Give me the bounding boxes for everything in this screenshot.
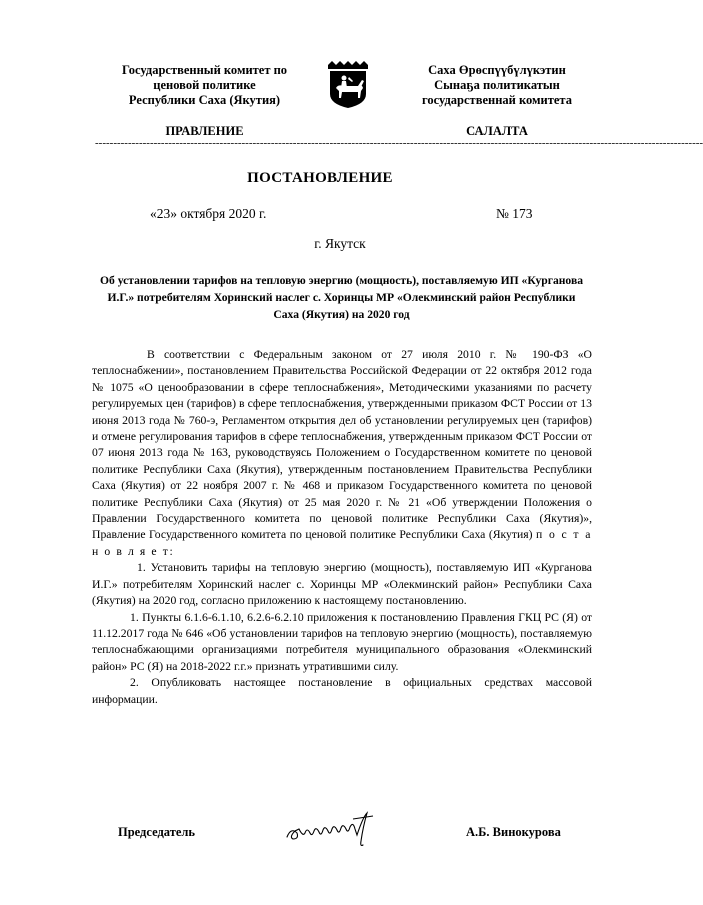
board-label-yakut: САЛАЛТА <box>466 124 528 138</box>
board-label-russian: ПРАВЛЕНИЕ <box>165 124 244 138</box>
preamble-paragraph <box>92 347 592 560</box>
committee-line: Республики Саха (Якутия) <box>128 93 281 107</box>
item-paragraph: 2. Опубликовать настоящее постановление в официальных средствах массовой информации. <box>92 676 592 706</box>
committee-line: Сынаҕа политикатын <box>434 78 560 92</box>
document-date: «23» октября 2020 г. <box>150 206 267 221</box>
preamble-text: В соответствии с Федеральным законом от 27 июля 2010 г. № 190-ФЗ «О теплоснабжении», постановлением Правительства Российской Федерации от 22 октября 2012 года № 1075 «О ценообразовании в сфере теплоснабжения», Методическими указаниями по расчету регулируемых цен (тарифов) в сфере теплоснабжения, утвержденными приказом ФСТ России от 13 июня 2013 года № 760-э, Регламентом открытия дел об установлении регулируемых цен (тарифов) и отмене регулирования тарифов в сфере теплоснабжения, утвержденным приказом ФСТ России от 07 июня 2013 года № 163, руководствуясь Положением о Государственном комитете по ценовой политике Республики Саха (Якутия), утвержденным постановлением Правительства Республики Саха (Якутия) от 22 ноября 2007 г. № 468 и приказом Государственного комитета по ценовой политике Республики Саха (Якутия) от 25 мая 2020 г. № 21 «Об утверждении Положения о Правлении Государственного комитета по ценовой политике Республики Саха (Якутия)», Правление Государственного комитета по ценовой политике Республики Саха (Якутия) <box>92 348 592 542</box>
item-paragraph: 1. Установить тарифы на тепловую энергию (мощность), поставляемую ИП «Курганова И.Г.» потребителям Хоринский наслег с. Хоринцы МР «Олекминский район» Республики Саха (Якутия) на 2020 год, согласно приложению к настоящему постановлению. <box>92 561 592 608</box>
committee-line: Саха Өрөспүүбүлүкэтин <box>428 63 566 77</box>
signatory-position: Председатель <box>118 825 196 839</box>
committee-name-yakut <box>392 63 602 108</box>
committee-line: государственнай комитета <box>422 93 572 107</box>
item-paragraph: 1. Пункты 6.1.6-6.1.10, 6.2.6-6.2.10 приложения к постановлению Правления ГКЦ РС (Я) от 11.12.2017 года № 646 «Об установлении тарифов на тепловую энергию (мощность), поставляемую теплоснабжающими организациями потребителя муниципального образования «Олекминский район» РС (Я) на 2018-2022 г.г.» признать утратившими силу. <box>92 610 592 673</box>
document-body <box>92 347 592 708</box>
committee-name-russian <box>92 63 317 108</box>
header-divider: ---------------------------------------------------------------------------------------------------------------------------------------------------------------------- <box>95 137 703 149</box>
committee-line: ценовой политике <box>153 78 256 92</box>
committee-line: Государственный комитет по <box>121 63 288 77</box>
signatory-name: А.Б. Винокурова <box>466 825 561 839</box>
document-city: г. Якутск <box>314 236 366 251</box>
document-subject: Об установлении тарифов на тепловую энергию (мощность), поставляемую ИП «Курганова И.Г.» потребителям Хоринский наслег с. Хоринцы МР «Олекминский район Республики Саха (Якутия) на 2020 год <box>99 274 584 321</box>
document-number: № 173 <box>496 206 533 221</box>
resolves-text: п о с т а н о в л я е т: <box>92 528 593 558</box>
yakutia-emblem-icon <box>322 60 374 110</box>
document-title: ПОСТАНОВЛЕНИЕ <box>247 170 393 186</box>
handwritten-signature <box>283 807 383 849</box>
